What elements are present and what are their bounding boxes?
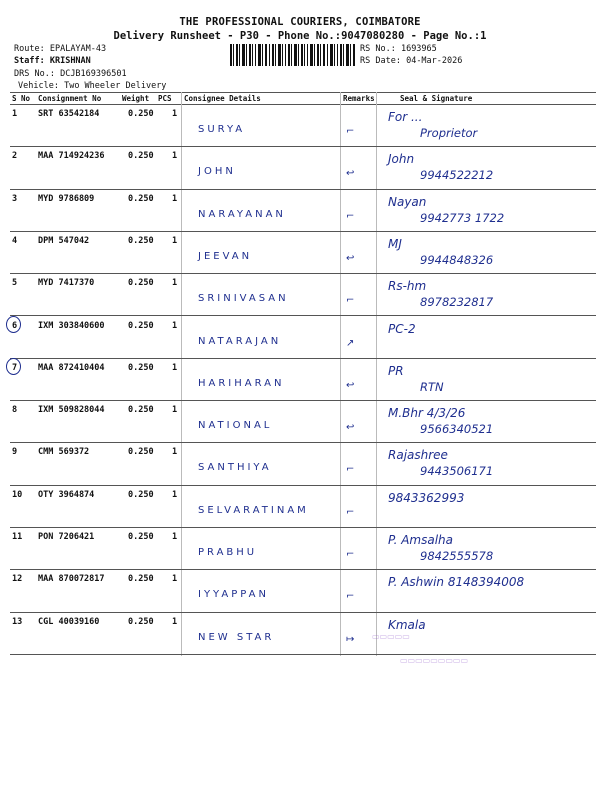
route-line: Route: EPALAYAM-43 <box>14 44 107 54</box>
row-signature-phone: 9944522212 <box>420 168 494 183</box>
remark-tick-mark: ⌐ <box>346 295 355 307</box>
company-title: THE PROFESSIONAL COURIERS, COIMBATORE <box>179 16 421 28</box>
row-signature-phone: 9942773 1722 <box>420 210 505 225</box>
row-sno: 1 <box>12 109 18 119</box>
row-weight: 0.250 <box>128 109 154 119</box>
remark-tick-mark: ↩ <box>346 252 355 264</box>
row-signature-phone: 9944848326 <box>420 252 494 267</box>
vehicle-line: Vehicle: Two Wheeler Delivery <box>18 81 167 91</box>
row-signature-phone: 9842555578 <box>420 549 494 563</box>
row-consignee-name: SANTHIYA <box>198 462 272 474</box>
row-sno: 4 <box>12 235 18 246</box>
hand-circle-mark <box>6 358 21 375</box>
row-pcs: 1 <box>172 151 178 162</box>
remark-tick-mark: ↗ <box>346 337 355 349</box>
remark-tick-mark: ⌐ <box>346 549 355 560</box>
row-sno: 3 <box>12 193 18 204</box>
row-consignment-no: CGL 40039160 <box>38 616 100 627</box>
row-consignee-name: IYYAPPAN <box>198 589 269 601</box>
row-pcs: 1 <box>172 193 178 204</box>
row-signature: P. Ashwin 8148394008 <box>388 575 525 590</box>
col-consignee: Consignee Details <box>184 94 261 103</box>
row-consignee-name: PRABHU <box>198 547 258 558</box>
row-signature-phone: 9443506171 <box>420 464 494 479</box>
row-consignee-name: NARAYANAN <box>198 208 286 220</box>
rs-date-value: 04-Mar-2026 <box>406 56 463 66</box>
row-signature: PC-2 <box>388 321 416 336</box>
row-weight: 0.250 <box>128 362 154 373</box>
table-row <box>0 569 600 611</box>
remark-tick-mark: ⌐ <box>346 506 355 518</box>
row-signature: John <box>388 152 415 167</box>
drs-line: DRS No.: DCJB169396501 <box>14 69 127 79</box>
row-separator <box>10 654 596 655</box>
row-sno: 10 <box>12 489 23 500</box>
remark-tick-mark: ⌐ <box>346 126 355 137</box>
row-pcs: 1 <box>172 447 178 458</box>
row-consignee-name: SRINIVASAN <box>198 293 289 305</box>
row-pcs: 1 <box>172 109 178 119</box>
table-row <box>0 146 600 188</box>
staff-value: KRISHNAN <box>49 56 91 66</box>
table-row <box>0 485 600 527</box>
remark-tick-mark: ↩ <box>346 379 355 391</box>
staff-line: Staff: KRISHNAN <box>14 56 91 66</box>
row-pcs: 1 <box>172 320 178 331</box>
col-sno: S No <box>12 94 31 103</box>
row-signature-phone: RTN <box>420 379 444 394</box>
remark-tick-mark: ⌐ <box>346 210 355 222</box>
table-row <box>0 527 600 569</box>
col-seal-signature: Seal & Signature <box>400 94 473 103</box>
row-weight: 0.250 <box>128 193 154 204</box>
row-signature-phone: Proprietor <box>420 126 478 140</box>
row-weight: 0.250 <box>128 151 154 162</box>
row-consignee-name: SELVARATINAM <box>198 504 309 516</box>
row-consignment-no: MAA 714924236 <box>38 151 105 162</box>
barcode-image <box>230 44 356 66</box>
table-row <box>0 273 600 315</box>
row-consignee-name: HARIHARAN <box>198 377 285 389</box>
rs-date-line: RS Date: 04-Mar-2026 <box>360 56 463 66</box>
row-weight: 0.250 <box>128 532 154 542</box>
table-row <box>0 612 600 654</box>
row-signature: 9843362993 <box>388 490 465 505</box>
col-weight: Weight <box>122 94 150 103</box>
rs-no-value: 1693965 <box>400 44 437 54</box>
row-pcs: 1 <box>172 278 178 289</box>
stamp-impression: ▭▭▭▭▭▭▭▭▭ <box>400 656 469 665</box>
row-consignee-name: NATIONAL <box>198 420 273 432</box>
row-signature: MJ <box>388 236 402 251</box>
table-row <box>0 104 600 146</box>
row-consignee-name: JEEVAN <box>198 250 253 262</box>
row-consignment-no: IXM 303840600 <box>38 320 105 331</box>
row-pcs: 1 <box>172 235 178 246</box>
remark-tick-mark: ↩ <box>346 168 355 180</box>
row-sno: 12 <box>12 574 23 585</box>
remark-tick-mark: ↩ <box>346 422 355 434</box>
row-signature-phone: 9566340521 <box>420 422 494 437</box>
table-row <box>0 442 600 484</box>
row-weight: 0.250 <box>128 574 154 585</box>
stamp-impression: ▭▭▭▭▭ <box>372 632 410 641</box>
row-signature: Nayan <box>388 194 427 209</box>
drs-value: DCJB169396501 <box>60 69 127 79</box>
row-sno: 9 <box>12 447 18 458</box>
col-pcs: PCS <box>158 94 172 103</box>
table-row <box>0 316 600 358</box>
col-consignment: Consignment No <box>38 94 102 103</box>
row-consignment-no: DPM 547042 <box>38 235 90 246</box>
row-weight: 0.250 <box>128 616 154 627</box>
row-signature-phone: 8978232817 <box>420 295 494 310</box>
table-row <box>0 400 600 442</box>
row-sno: 6 <box>12 320 18 331</box>
row-weight: 0.250 <box>128 235 154 246</box>
row-consignment-no: IXM 509828044 <box>38 405 105 416</box>
table-row <box>0 231 600 273</box>
row-sno: 5 <box>12 278 18 289</box>
table-row <box>0 189 600 231</box>
row-signature: PR <box>388 363 404 378</box>
row-weight: 0.250 <box>128 320 154 331</box>
row-pcs: 1 <box>172 362 178 373</box>
row-consignee-name: NATARAJAN <box>198 335 282 347</box>
row-sno: 8 <box>12 405 18 416</box>
row-sno: 7 <box>12 362 18 373</box>
row-consignee-name: NEW STAR <box>198 631 275 643</box>
remark-tick-mark: ⌐ <box>346 464 355 476</box>
row-consignee-name: JOHN <box>198 166 236 178</box>
col-remarks: Remarks <box>343 94 375 103</box>
row-signature: For ... <box>388 110 423 124</box>
row-pcs: 1 <box>172 405 178 416</box>
row-consignment-no: CMM 569372 <box>38 447 90 458</box>
row-consignment-no: MYD 9786809 <box>38 193 95 204</box>
table-row <box>0 358 600 400</box>
route-value: EPALAYAM-43 <box>49 44 107 54</box>
table-top-border <box>10 92 596 93</box>
row-pcs: 1 <box>172 616 178 627</box>
row-consignee-name: SURYA <box>198 124 246 135</box>
row-weight: 0.250 <box>128 405 154 416</box>
row-consignment-no: PON 7206421 <box>38 532 95 542</box>
row-signature: Rs-hm <box>388 279 427 294</box>
row-consignment-no: SRT 63542184 <box>38 109 100 119</box>
row-pcs: 1 <box>172 489 178 500</box>
rs-no-line: RS No.: 1693965 <box>360 44 437 54</box>
row-sno: 2 <box>12 151 18 162</box>
row-consignment-no: MAA 872410404 <box>38 362 105 373</box>
hand-circle-mark <box>6 316 21 333</box>
row-weight: 0.250 <box>128 489 154 500</box>
remark-tick-mark: ↦ <box>346 633 355 645</box>
row-weight: 0.250 <box>128 447 154 458</box>
runsheet-subtitle: Delivery Runsheet - P30 - Phone No.:9047080280 - Page No.:1 <box>113 30 487 42</box>
row-pcs: 1 <box>172 532 178 542</box>
row-consignment-no: OTY 3964874 <box>38 489 95 500</box>
row-consignment-no: MYD 7417370 <box>38 278 95 289</box>
row-sno: 13 <box>12 616 23 627</box>
remark-tick-mark: ⌐ <box>346 591 355 603</box>
row-signature: M.Bhr 4/3/26 <box>388 406 466 421</box>
vehicle-value: Two Wheeler Delivery <box>64 81 167 91</box>
row-weight: 0.250 <box>128 278 154 289</box>
row-signature: Kmala <box>388 617 426 632</box>
row-sno: 11 <box>12 532 23 542</box>
row-pcs: 1 <box>172 574 178 585</box>
row-consignment-no: MAA 870072817 <box>38 574 105 585</box>
row-signature: Rajashree <box>388 448 448 463</box>
row-signature: P. Amsalha <box>388 533 454 547</box>
